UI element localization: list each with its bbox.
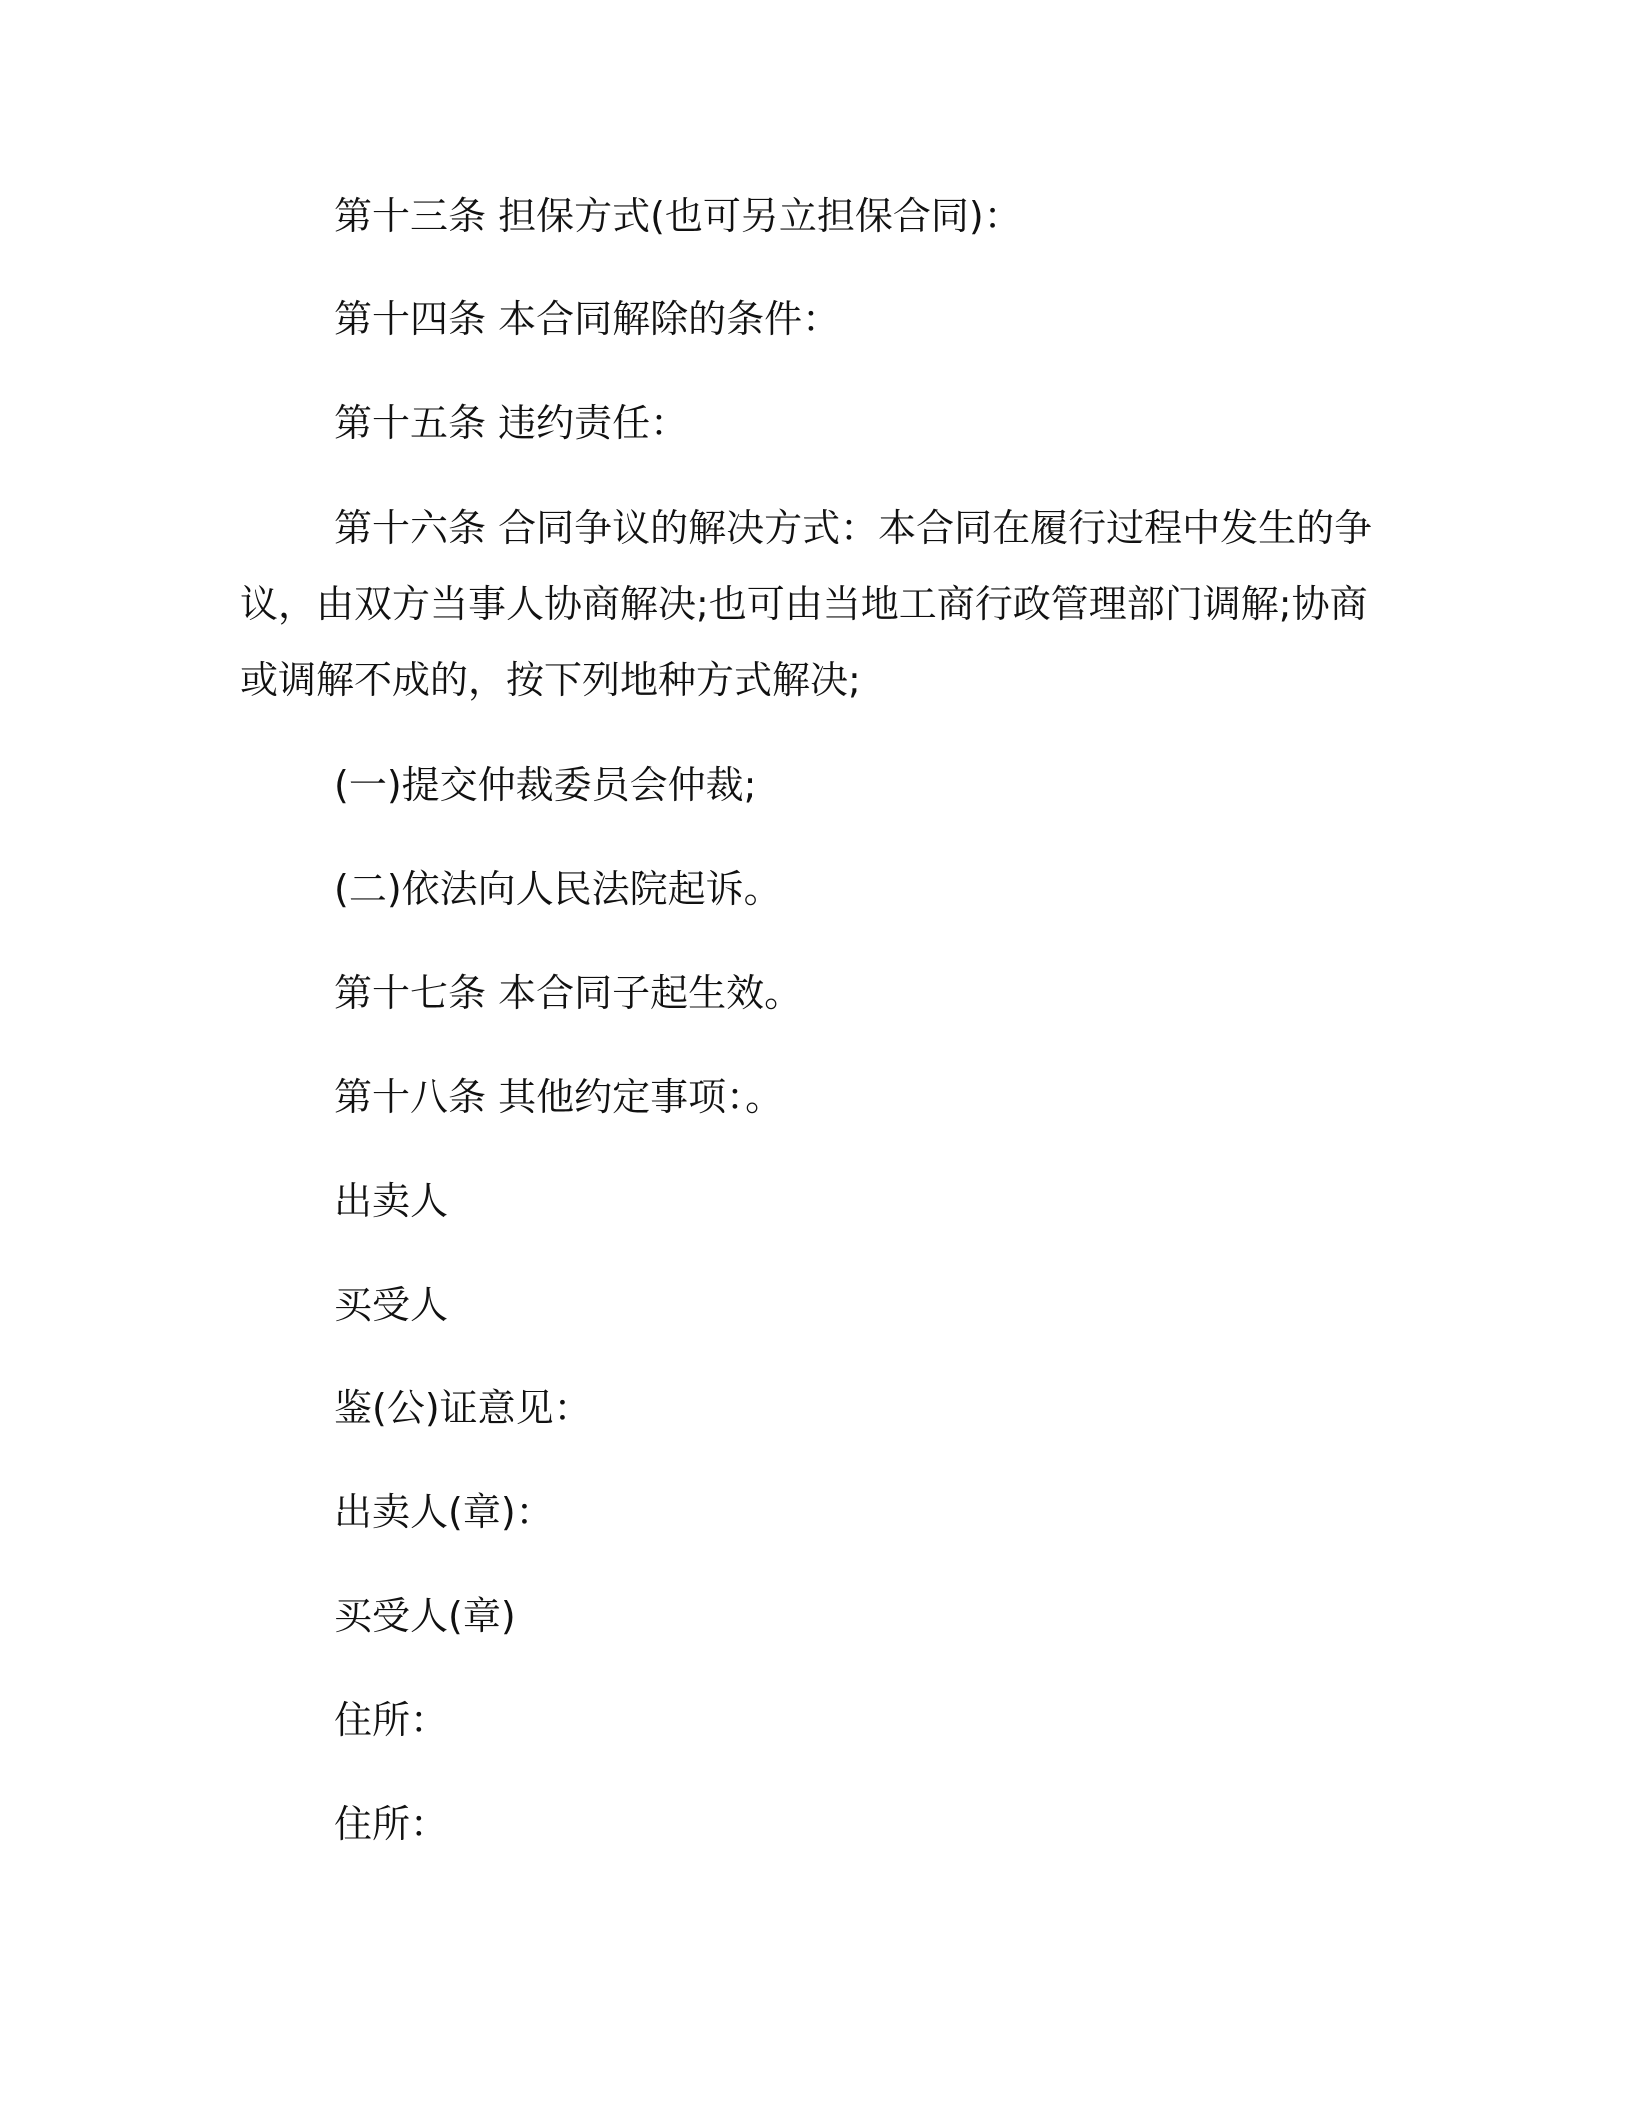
article-17-effective: 第十七条 本合同子起生效。 (334, 971, 803, 1015)
article-15-liability: 第十五条 违约责任： (334, 401, 689, 445)
article-16-dispute: 第十六条 合同争议的解决方式：本合同在履行过程中发生的争议，由双方当事人协商解决;也可由当地工商行政管理部门调解;协商或调解不成的，按下列地种方式解决; (240, 506, 1373, 702)
buyer-address-label: 住所： (334, 1802, 449, 1846)
article-13-guarantee: 第十三条 担保方式(也可另立担保合同)： (334, 194, 1022, 238)
seller-address-label: 住所： (334, 1698, 449, 1742)
dispute-option-arbitration: (一)提交仲裁委员会仲裁; (334, 763, 757, 807)
buyer-label: 买受人 (334, 1283, 449, 1327)
article-14-termination: 第十四条 本合同解除的条件： (334, 297, 841, 341)
buyer-seal-label: 买受人(章) (334, 1594, 516, 1638)
notary-opinion-label: 鉴(公)证意见： (334, 1386, 592, 1430)
seller-label: 出卖人 (334, 1179, 449, 1223)
seller-seal-label: 出卖人(章)： (334, 1490, 554, 1534)
dispute-option-lawsuit: (二)依法向人民法院起诉。 (334, 867, 782, 911)
article-18-other: 第十八条 其他约定事项：。 (334, 1075, 784, 1119)
